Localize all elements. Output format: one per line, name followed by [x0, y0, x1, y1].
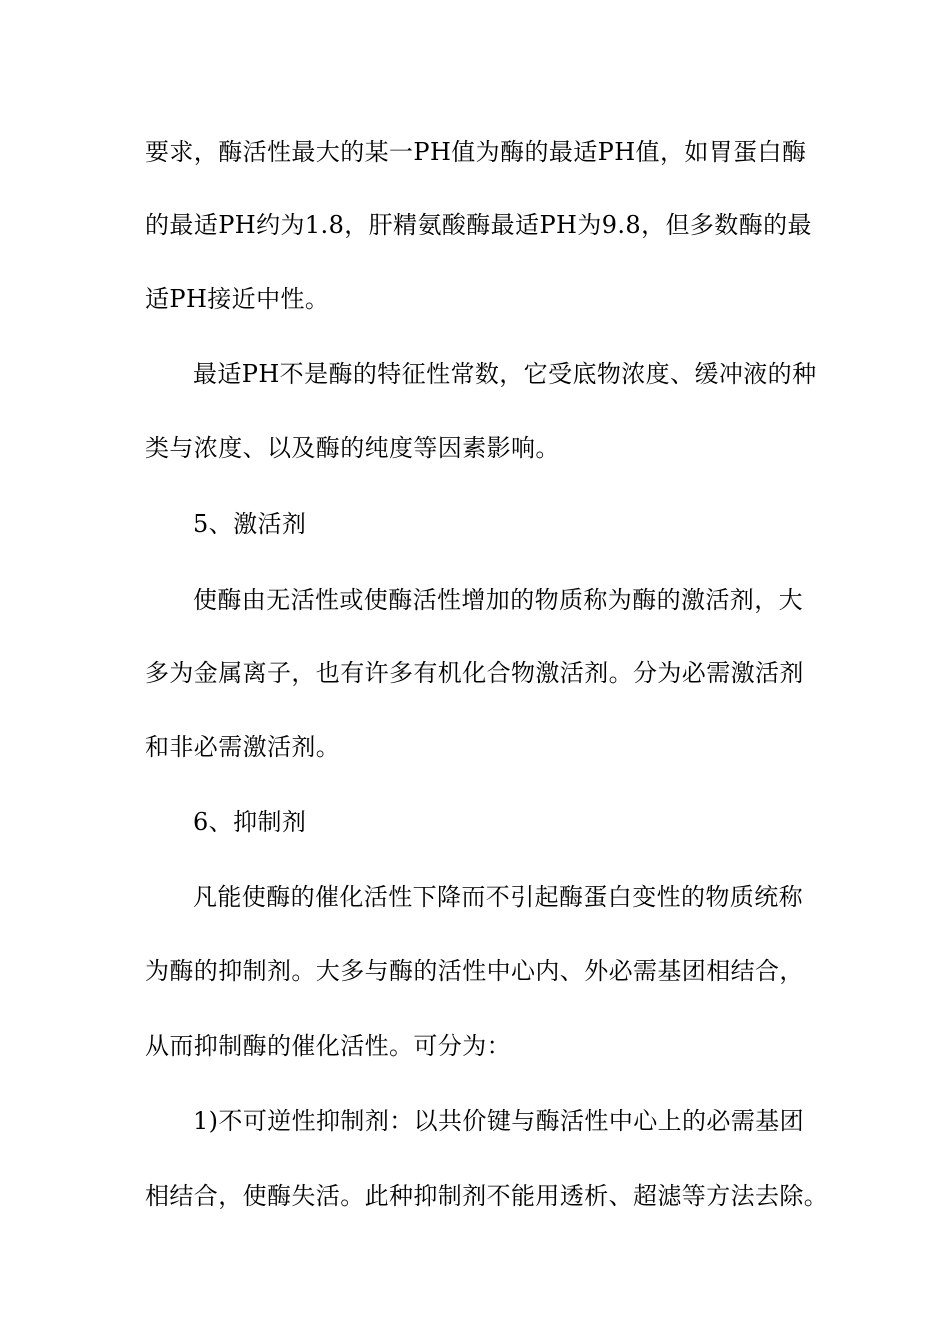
section-heading-inhibitors: 6、抑制剂	[193, 808, 307, 836]
section-heading-activators: 5、激活剂	[193, 510, 307, 538]
text-line: 从而抑制酶的催化活性。可分为：	[145, 1032, 511, 1060]
text-line: 适PH接近中性。	[145, 285, 330, 313]
text-line: 1)不可逆性抑制剂：以共价键与酶活性中心上的必需基团	[193, 1107, 805, 1135]
text-line: 为酶的抑制剂。大多与酶的活性中心内、外必需基团相结合，	[145, 957, 804, 985]
text-line: 凡能使酶的催化活性下降而不引起酶蛋白变性的物质统称	[193, 883, 803, 911]
text-line: 最适PH不是酶的特征性常数，它受底物浓度、缓冲液的种	[193, 360, 817, 388]
text-line: 的最适PH约为1.8，肝精氨酸酶最适PH为9.8，但多数酶的最	[145, 211, 812, 239]
text-line: 要求，酶活性最大的某一PH值为酶的最适PH值，如胃蛋白酶	[145, 138, 807, 166]
text-line: 多为金属离子，也有许多有机化合物激活剂。分为必需激活剂	[145, 659, 804, 687]
text-line: 使酶由无活性或使酶活性增加的物质称为酶的激活剂，大	[193, 586, 803, 614]
text-line: 类与浓度、以及酶的纯度等因素影响。	[145, 434, 560, 462]
text-line: 和非必需激活剂。	[145, 733, 341, 761]
text-line: 相结合，使酶失活。此种抑制剂不能用透析、超滤等方法去除。	[145, 1182, 829, 1210]
